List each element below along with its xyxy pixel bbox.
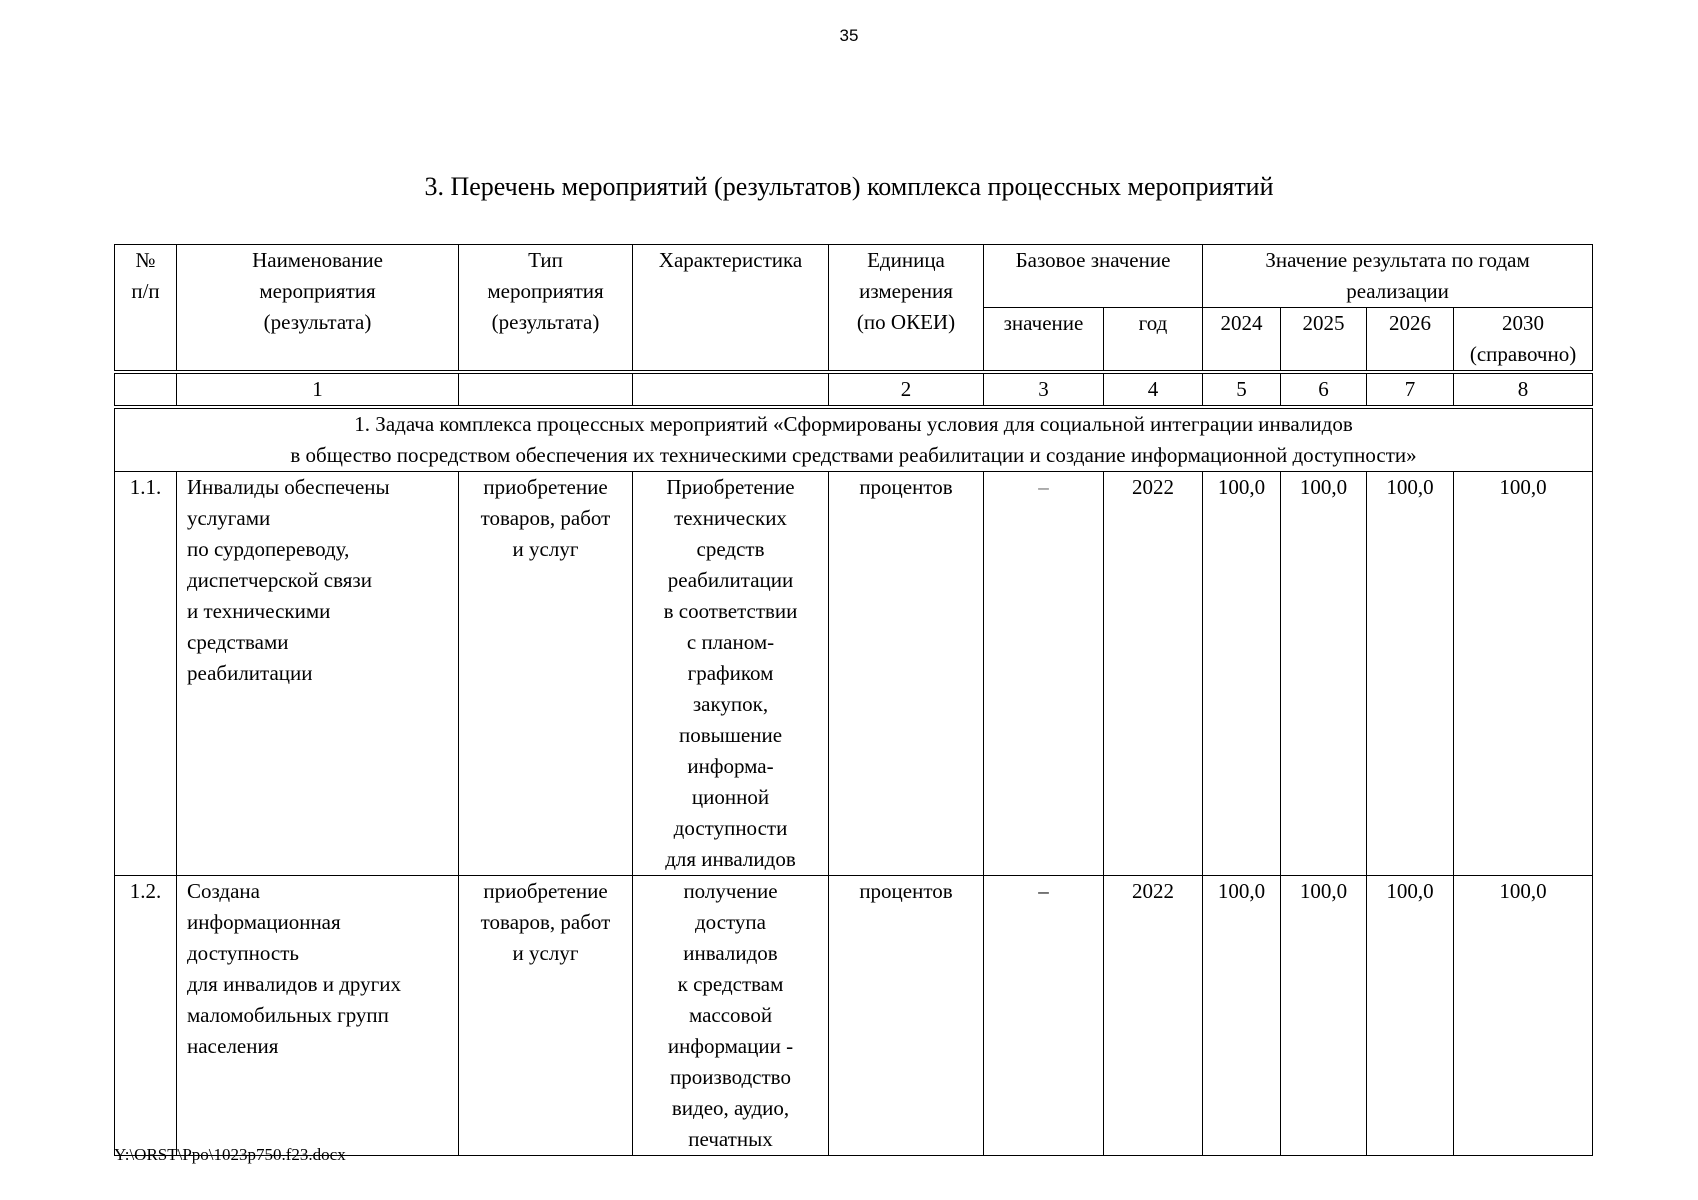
header-row-top: [115, 245, 1593, 308]
row-base-year: 2022: [1104, 876, 1203, 1156]
header-base-value: значение: [984, 308, 1104, 373]
column-number: 1: [177, 372, 459, 407]
row-value-2025: 100,0: [1281, 472, 1367, 876]
page-number: 35: [839, 26, 859, 45]
row-name: Инвалиды обеспечены услугами по сурдопереводу, диспетчерской связи и техническими средствами реабилитации: [177, 472, 459, 876]
row-type: приобретение товаров, работ и услуг: [459, 472, 633, 876]
row-unit: процентов: [829, 876, 984, 1156]
header-name: Наименование мероприятия (результата): [177, 245, 459, 373]
footer-file-path: Y:\ORST\Ppo\1023p750.f23.docx: [114, 1145, 346, 1164]
row-value-2026: 100,0: [1367, 472, 1454, 876]
row-value-2026: 100,0: [1367, 876, 1454, 1156]
row-num: 1.2.: [115, 876, 177, 1156]
header-unit: Единица измерения (по ОКЕИ): [829, 245, 984, 373]
document-title: 3. Перечень мероприятий (результатов) комплекса процессных мероприятий: [424, 172, 1274, 201]
column-number: [633, 372, 829, 407]
column-number: [115, 372, 177, 407]
column-number: 2: [829, 372, 984, 407]
row-num: 1.1.: [115, 472, 177, 876]
header-by-years: Значение результата по годам реализации: [1203, 245, 1593, 308]
header-characteristic: Характеристика: [633, 245, 829, 373]
row-value-2024: 100,0: [1203, 876, 1281, 1156]
column-number: [459, 372, 633, 407]
header-base-year: год: [1104, 308, 1203, 373]
row-name: Создана информационная доступность для инвалидов и других маломобильных групп населения: [177, 876, 459, 1156]
column-number: 6: [1281, 372, 1367, 407]
task-heading: 1. Задача комплекса процессных мероприятий «Сформированы условия для социальной интеграции инвалидов в общество посредством обеспечения их техническими средствами реабилитации и создание информационной доступности»: [115, 407, 1593, 472]
task-row: [115, 407, 1593, 472]
row-value-2024: 100,0: [1203, 472, 1281, 876]
column-number: 8: [1454, 372, 1593, 407]
row-type: приобретение товаров, работ и услуг: [459, 876, 633, 1156]
row-value-2030: 100,0: [1454, 472, 1593, 876]
header-num: № п/п: [115, 245, 177, 373]
results-table: [114, 244, 1593, 1156]
row-base-value: –: [984, 876, 1104, 1156]
column-number-row: [115, 372, 1593, 407]
header-type: Тип мероприятия (результата): [459, 245, 633, 373]
row-base-value: –: [984, 472, 1104, 876]
row-unit: процентов: [829, 472, 984, 876]
table-row: [115, 876, 1593, 1156]
row-base-year: 2022: [1104, 472, 1203, 876]
row-value-2025: 100,0: [1281, 876, 1367, 1156]
header-year-2024: 2024: [1203, 308, 1281, 373]
row-value-2030: 100,0: [1454, 876, 1593, 1156]
header-year-2030: 2030 (справочно): [1454, 308, 1593, 373]
header-year-2025: 2025: [1281, 308, 1367, 373]
column-number: 5: [1203, 372, 1281, 407]
column-number: 7: [1367, 372, 1454, 407]
column-number: 3: [984, 372, 1104, 407]
row-characteristic: Приобретение технических средств реабилитации в соответствии с планом- графиком закупок, повышение информа- ционной доступности для инвалидов: [633, 472, 829, 876]
table-row: [115, 472, 1593, 876]
column-number: 4: [1104, 372, 1203, 407]
header-base: Базовое значение: [984, 245, 1203, 308]
header-year-2026: 2026: [1367, 308, 1454, 373]
row-characteristic: получение доступа инвалидов к средствам массовой информации - производство видео, аудио, печатных: [633, 876, 829, 1156]
